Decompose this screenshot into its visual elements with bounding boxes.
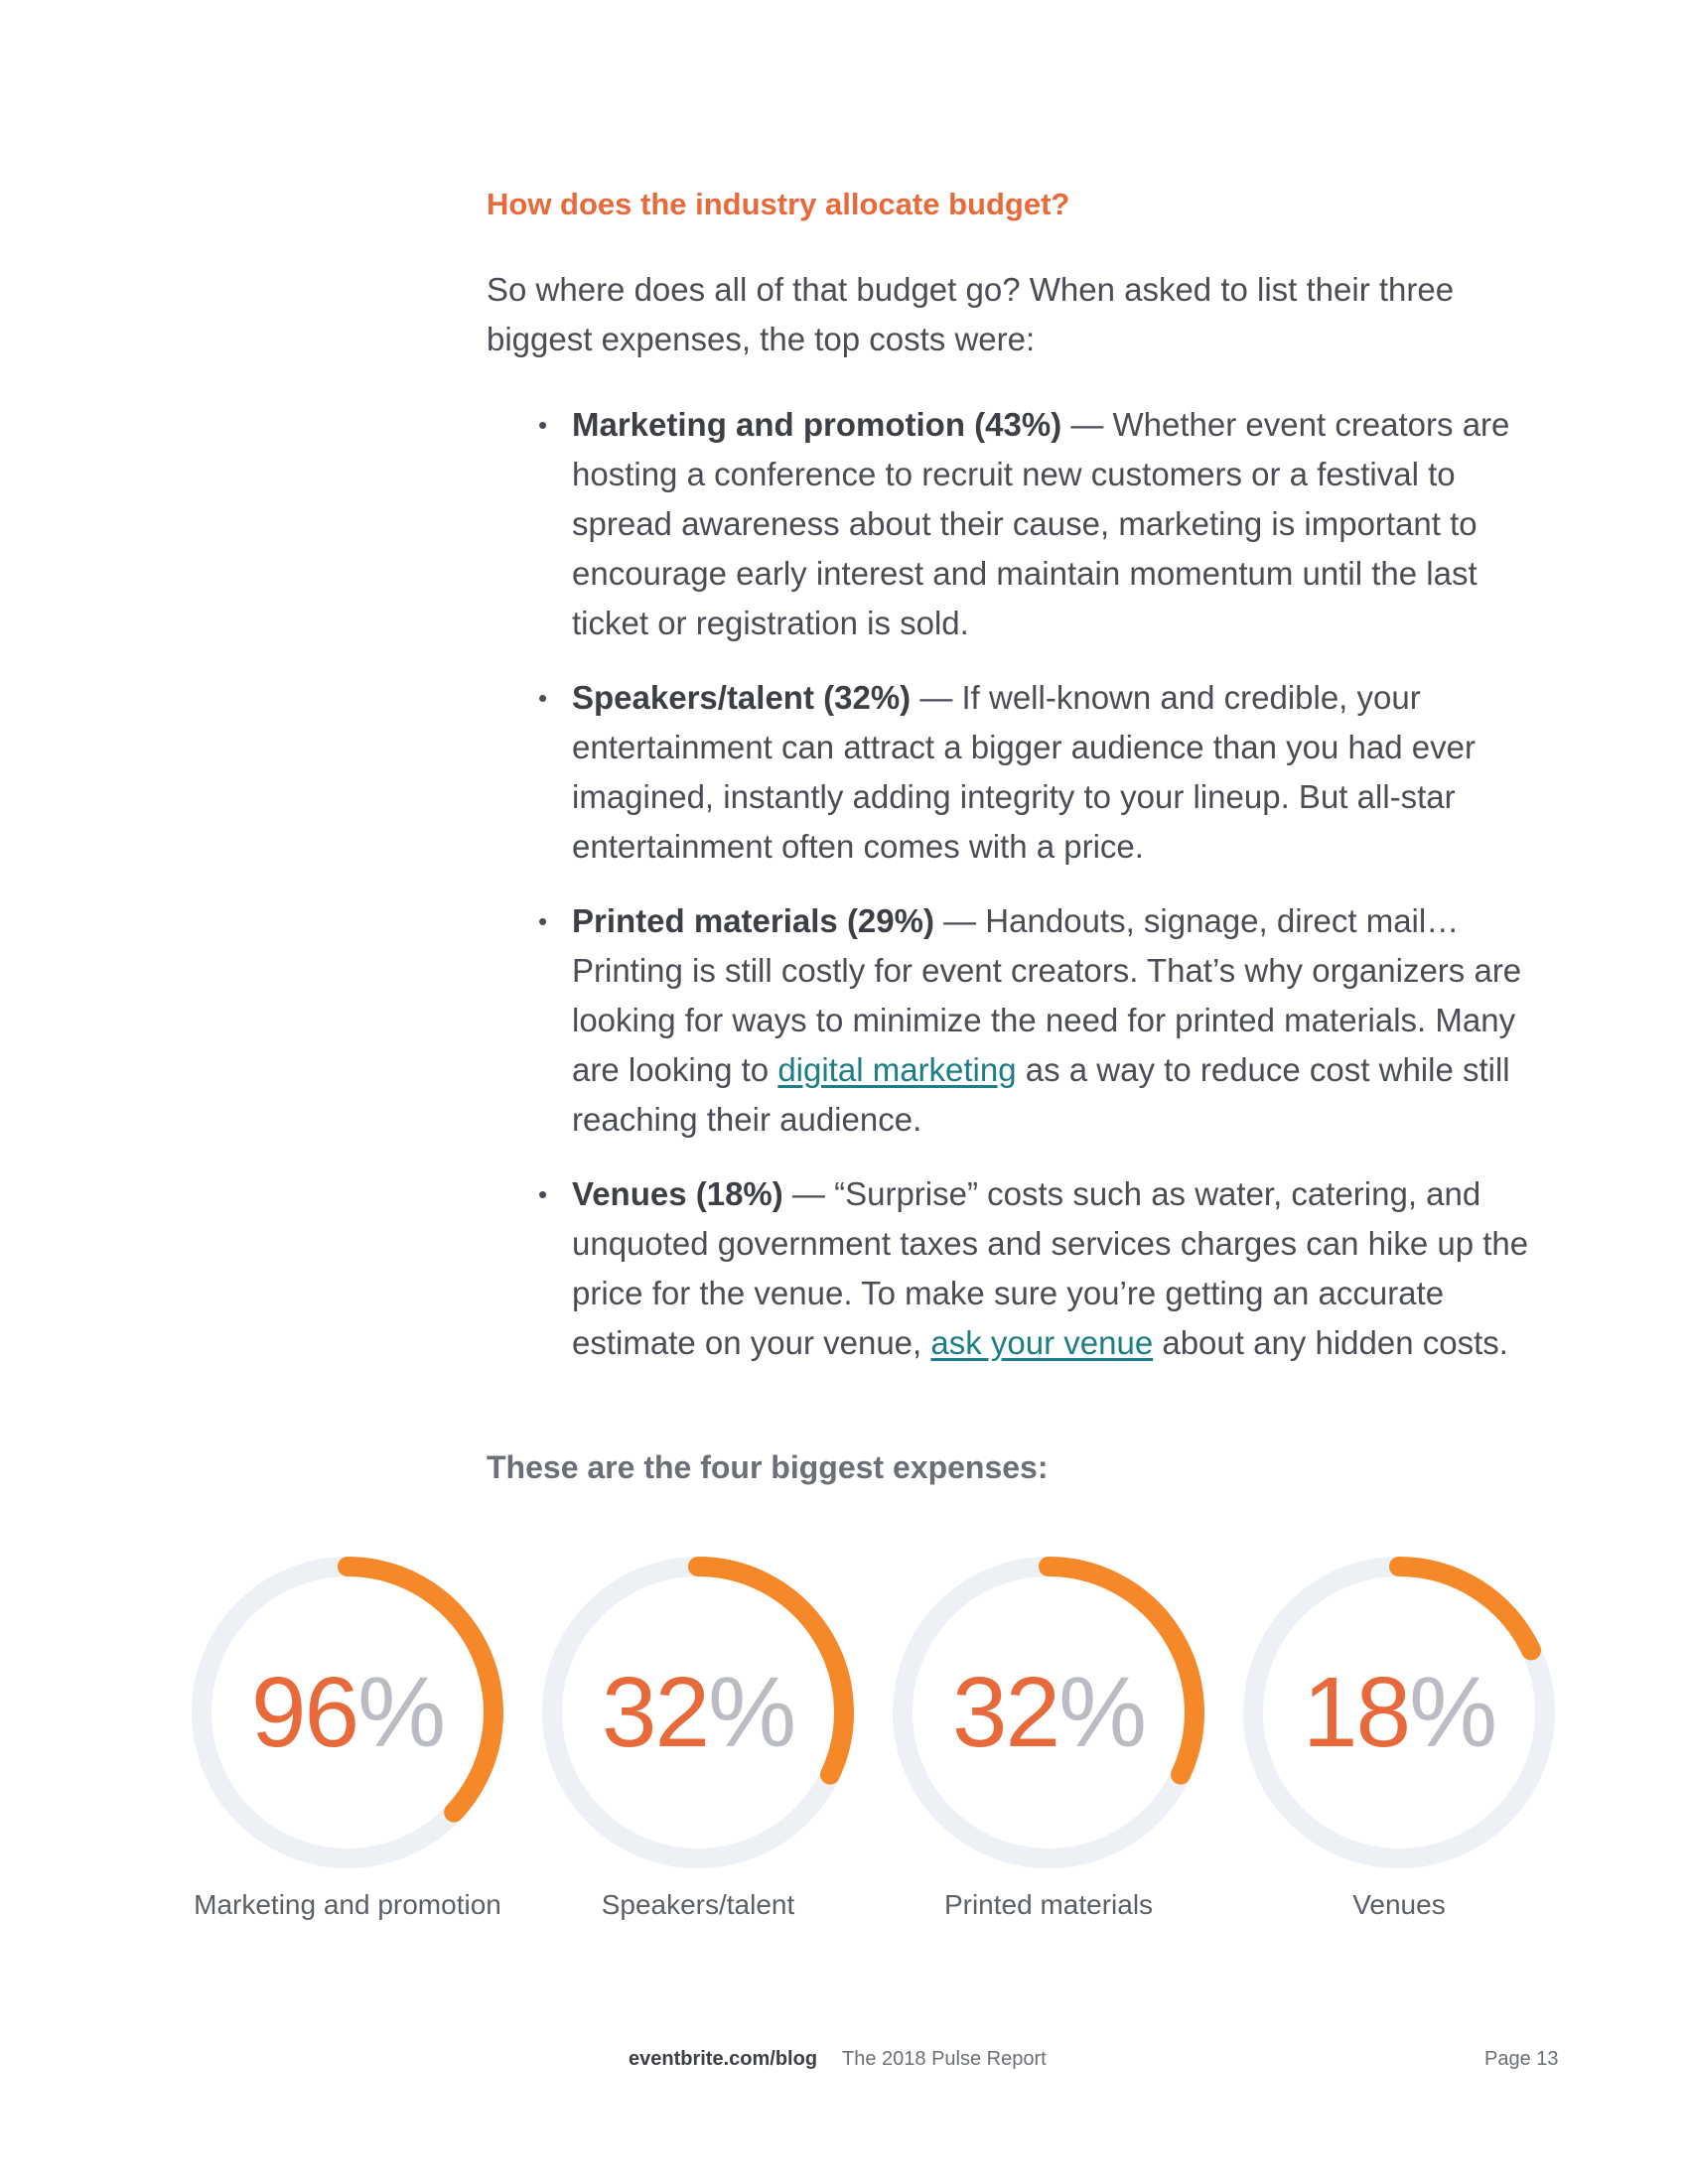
percent-sign: % (357, 1657, 445, 1768)
digital-marketing-link[interactable]: digital marketing (777, 1051, 1017, 1088)
percent-sign: % (1409, 1657, 1496, 1768)
bullet-icon: • (538, 410, 548, 440)
list-item (487, 400, 1559, 648)
ask-your-venue-link[interactable]: ask your venue (930, 1324, 1154, 1361)
section-heading: How does the industry allocate budget? (487, 187, 1070, 221)
bullet-title: Speakers/talent (32%) (572, 679, 912, 716)
article (487, 184, 1559, 1393)
bullet-title: Venues (18%) (572, 1175, 783, 1212)
bullet-text: — Handouts, signage, direct mail… Printing is still costly for event creators. That’s why organizers are looking for ways to minimize the need for printed materials. Many are looking to (572, 902, 1522, 1088)
donut-value: 32 (601, 1657, 709, 1768)
list-item (487, 896, 1559, 1145)
donut-label: Venues (1352, 1889, 1446, 1920)
donut-fill-arc (1399, 1567, 1531, 1650)
bullet-text: — If well-known and credible, your entertainment can attract a bigger audience than you had ever imagined, instantly adding integrity to your lineup. But all-star entertainment often comes with a price. (572, 679, 1476, 865)
percent-sign: % (1058, 1657, 1146, 1768)
donut-charts (0, 1549, 1688, 1976)
donut-venues (1235, 1549, 1563, 1946)
donut-value: 32 (951, 1657, 1059, 1768)
page-number: Page 13 (1484, 2048, 1559, 2070)
list-item (487, 1169, 1559, 1368)
donut-section-heading: These are the four biggest expenses: (487, 1449, 1049, 1485)
donut-value: 18 (1302, 1657, 1410, 1768)
list-item (487, 673, 1559, 872)
footer-site-link[interactable]: eventbrite.com/blog (629, 2048, 818, 2070)
donut-value: 96 (250, 1657, 358, 1768)
expense-list (487, 400, 1559, 1368)
bullet-text: — “Surprise” costs such as water, catering, and unquoted government taxes and services charges can hike up the price for the venue. To make sure you’re getting an accurate estimate on your venue, (572, 1175, 1529, 1361)
donut-printed (885, 1549, 1212, 1946)
bullet-icon: • (538, 906, 548, 936)
donut-label: Speakers/talent (601, 1889, 795, 1920)
percent-sign: % (708, 1657, 795, 1768)
footer-report-title: The 2018 Pulse Report (842, 2048, 1047, 2070)
donut-speakers (534, 1549, 862, 1946)
bullet-text: — Whether event creators are hosting a conference to recruit new customers or a festival to spread awareness about their cause, marketing is important to encourage early interest and maintain momentum until the last ticket or registration is sold. (572, 406, 1510, 641)
bullet-title: Printed materials (29%) (572, 902, 934, 939)
bullet-text: about any hidden costs. (1153, 1324, 1508, 1361)
bullet-icon: • (538, 683, 548, 713)
bullet-text: as a way to reduce cost while still reaching their audience. (572, 1051, 1510, 1138)
intro-paragraph: So where does all of that budget go? When asked to list their three biggest expenses, the top costs were: (487, 271, 1455, 357)
bullet-title: Marketing and promotion (43%) (572, 406, 1062, 443)
page-footer (0, 2048, 1688, 2078)
donut-marketing (184, 1549, 511, 1946)
bullet-icon: • (538, 1179, 548, 1209)
donut-label: Printed materials (943, 1889, 1154, 1920)
donut-label: Marketing and promotion (194, 1889, 501, 1920)
